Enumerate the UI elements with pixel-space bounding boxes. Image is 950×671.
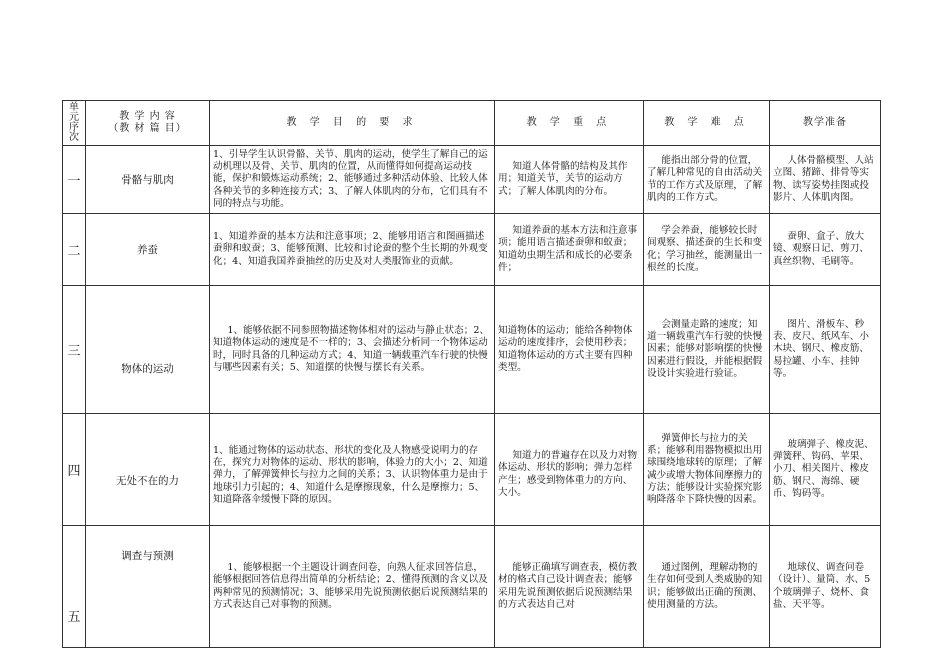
row-number: 五 xyxy=(63,526,86,648)
table-row xyxy=(63,286,881,414)
row-difficulty: 学会养蚕，能够较长时间观察、描述蚕的生长和变化；学习抽丝，能测量出一根丝的长度。 xyxy=(644,214,770,286)
row-number: 一 xyxy=(63,146,86,214)
header-preparation: 教学准备 xyxy=(770,101,881,146)
row-difficulty: 能指出部分骨的位置，了解几种常见的自由活动关节的工作方式及原理，了解肌肉的工作方式。 xyxy=(644,146,770,214)
header-content-title: 教 学 内 容 xyxy=(119,111,176,122)
row-goals: 1、引导学生认识骨骼、关节、肌肉的运动，使学生了解自己的运动机理以及骨、关节、肌肉的位置，从而懂得如何提高运动技能，保护和锻炼运动系统；2、能够通过多种活动体验、比较人体各种关节的多种连接方式；3、了解人体肌肉的分布，它们具有不同的特点与功能。 xyxy=(210,146,495,214)
row-number: 三 xyxy=(63,286,86,414)
row-key-points: 知道力的普遍存在以及力对物体运动、形状的影响；弹力怎样产生；感受到物体重力的方向、大小。 xyxy=(495,414,644,526)
header-content xyxy=(86,101,210,146)
row-title: 无处不在的力 xyxy=(86,414,210,526)
row-number: 二 xyxy=(63,214,86,286)
row-title: 骨骼与肌肉 xyxy=(86,146,210,214)
row-key-points: 知道养蚕的基本方法和注意事项；能用语言描述蚕卵和蚁蚕；知道幼虫期生活和成长的必要条件； xyxy=(495,214,644,286)
teaching-plan-table xyxy=(62,100,881,648)
row-goals: 1、能够根据一个主题设计调查问卷，向熟人征求回答信息，能够根据回答信息得出简单的分析结论；2、懂得预测的含义以及两种常见的预测情况；3、能够采用先说预测依据后说预测结果的方式表达自己对事物的预测。 xyxy=(210,526,495,648)
row-preparation: 地球仪、调查问卷（设计）、量筒、水、5个玻璃弹子、烧杯、食盐、天平等。 xyxy=(770,526,881,648)
row-preparation: 图片、滑板车、秒表、皮尺、纸风车、小木块、钢尺、橡皮筋、易拉罐、小车、挂钟等。 xyxy=(770,286,881,414)
table-row xyxy=(63,214,881,286)
row-preparation: 人体骨骼模型、人站立图、猪蹄、排骨等实物、读写姿势挂图或投影片、人体肌肉图。 xyxy=(770,146,881,214)
row-difficulty: 通过图例，理解动物的生存如何受到人类威胁的知识；能够做出正确的预测、使用测量的方法。 xyxy=(644,526,770,648)
row-goals: 1、能够依据不同参照物描述物体相对的运动与静止状态；2、知道物体运动的速度是不一样的；3、会描述分析同一个物体运动时，同时具备的几种运动方式；4、知道一辆载重汽车行驶的快慢与哪些因素有关；5、知道摆的快慢与摆长有关系。 xyxy=(210,286,495,414)
row-preparation: 蚕卵、盒子、放大镜、观察日记、剪刀、真丝织物、毛刷等。 xyxy=(770,214,881,286)
header-goals: 教 学 目 的 要 求 xyxy=(210,101,495,146)
header-key-points: 教 学 重 点 xyxy=(495,101,644,146)
table-row xyxy=(63,146,881,214)
row-key-points: 能够正确填写调查表，模仿教材的格式自己设计调查表；能够采用先说预测依据后说预测结果的方式表达自己对 xyxy=(495,526,644,648)
row-difficulty: 会测量走路的速度；知道一辆载重汽车行驶的快慢因素；能够对影响摆的快慢因素进行假设，并能根据假设设计实验进行验证。 xyxy=(644,286,770,414)
header-difficulty: 教 学 难 点 xyxy=(644,101,770,146)
header-row xyxy=(63,101,881,146)
row-goals: 1、能通过物体的运动状态、形状的变化及人物感受说明力的存在，探究力对物体的运动、形状的影响，体验力的大小；2、知道弹力，了解弹簧伸长与拉力之间的关系；3、认识物体重力是由于地球引力引起的；4、知道什么是摩擦现象，什么是摩擦力；5、知道降落伞缓慢下降的原因。 xyxy=(210,414,495,526)
table-row xyxy=(63,526,881,648)
header-unit-order: 单元序次 xyxy=(63,101,86,146)
row-title: 养蚕 xyxy=(86,214,210,286)
row-key-points: 知道物体的运动；能给各种物体运动的速度排序，会使用秒表；知道物体运动的方式主要有四种类型。 xyxy=(495,286,644,414)
row-goals: 1、知道养蚕的基本方法和注意事项；2、能够用语言和图画描述蚕卵和蚁蚕；3、能够预测、比较和讨论蚕的整个生长期的外观变化；4、知道我国养蚕抽丝的历史及对人类服饰业的贡献。 xyxy=(210,214,495,286)
table-row xyxy=(63,414,881,526)
row-title: 物体的运动 xyxy=(86,286,210,414)
header-content-subtitle: （教 材 篇 目） xyxy=(108,123,187,134)
row-number: 四 xyxy=(63,414,86,526)
row-title: 调查与预测 xyxy=(86,526,210,648)
row-key-points: 知道人体骨骼的结构及其作用；知道关节，关节的运动方式；了解人体肌肉的分布。 xyxy=(495,146,644,214)
row-preparation: 玻璃弹子、橡皮泥、弹簧秤、钩码、苹果、小刀、相关图片、橡皮筋、钢尺、海绵、硬币、钩码等。 xyxy=(770,414,881,526)
row-difficulty: 弹簧伸长与拉力的关系；能够利用器物模拟出用球围绕地球转的原理；了解减少或增大物体间摩擦力的方法；能够设计实验探究影响降落伞下降快慢的因素。 xyxy=(644,414,770,526)
